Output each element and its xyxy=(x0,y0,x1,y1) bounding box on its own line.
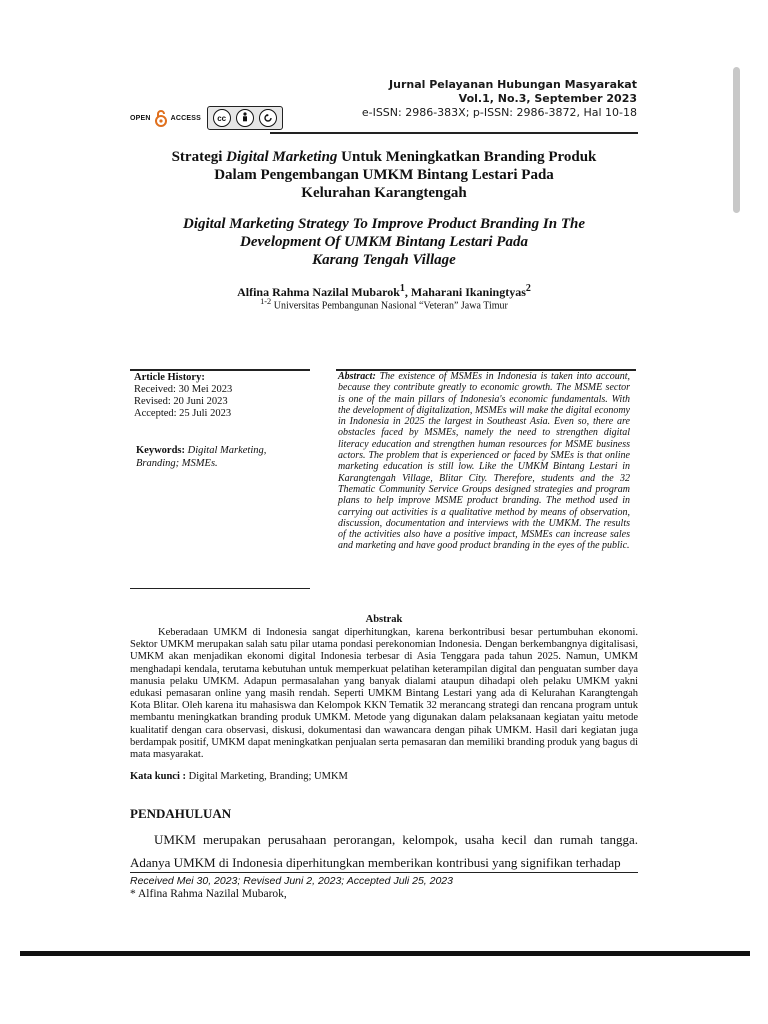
history-revised: Revised: 20 Juni 2023 xyxy=(134,396,228,407)
abstract-text: The existence of MSMEs in Indonesia is taken into account, because they contribute greatly to economic growth. The MSME sector is one of the main pillars of Indonesia's economic fundamentals. With the development of digitalization, MSMEs will make the digital economy in Indonesia in 2025 the largest in Southeast Asia. Even so, there are obstacles faced by MSMEs, namely the need to strengthen digital literacy education and strengthen human resources for MSME business actors. The problem that is experienced or faced by SMEs is that online marketing education is still low. Like the UMKM Bintang Lestari in Karangtengah Village, Blitar City. Therefore, students and the 32 Thematic Community Service Groups designed strategies and program plans to help improve MSME product branding. The method used in carrying out activities is a qualitative method by means of observation, discussion, documentation and interviews with the UMKM. The results of the activities also have a positive impact, MSMEs can increase sales and marketing and have good product branding in the eyes of the public. xyxy=(338,371,630,552)
footnote-received: Received Mei 30, 2023; Revised Juni 2, 2023; Accepted Juli 25, 2023 xyxy=(130,875,453,887)
abstract-label: Abstract: xyxy=(338,371,376,382)
author-1: Alfina Rahma Nazilal Mubarok xyxy=(237,285,400,299)
keywords-label: Keywords: xyxy=(136,445,185,456)
open-access-label-open: OPEN xyxy=(130,114,151,122)
title-indonesian: Strategi Digital Marketing Untuk Meningkatkan Branding Produk Dalam Pengembangan UMKM Bintang Lestari Pada Kelurahan Karangtengah xyxy=(171,149,597,201)
footnote-corresponding: * Alfina Rahma Nazilal Mubarok, xyxy=(130,888,287,900)
affiliation: $^{1-2}$ Universitas Pembangunan Nasional “Veteran” Jawa Timur xyxy=(260,297,508,312)
sa-icon xyxy=(259,109,277,127)
open-access-lock-icon xyxy=(154,109,168,127)
title-english: Digital Marketing Strategy To Improve Product Branding In The Development Of UMKM Bintang Lestari Pada Karang Tengah Village xyxy=(183,216,585,268)
by-icon xyxy=(236,109,254,127)
open-access-label-access: ACCESS xyxy=(170,114,202,122)
keywords-value: Digital Marketing, Branding; MSMEs. xyxy=(136,445,267,469)
journal-volume: Vol.1, No.3, September 2023 xyxy=(458,92,637,105)
author-2: Maharani Ikaningtyas xyxy=(410,285,526,299)
history-rule-top xyxy=(130,369,310,371)
kata-kunci-value: Digital Marketing, Branding; UMKM xyxy=(186,771,348,782)
abstrak-text: Keberadaan UMKM di Indonesia sangat diperhitungkan, karena berkontribusi besar pertumbuhan ekonomi. Sektor UMKM merupakan salah satu pilar utama pondasi perekonomian Indonesia. Dengan berkembangnya digitalisasi, UMKM akan menjadikan ekonomi digital Indonesia terbesar di Asia Tenggara pada tahun 2025. Namun, UMKM menghadapi kendala, terutama kebutuhan untuk memperkuat pelatihan keterampilan digital dan penguatan sumber daya manusia pelaku UMKM. Adapun permasalahan yang banyak dialami ataupun dihadapi oleh pelaku UMKM yakni edukasi pemasaran online yang masih rendah. Seperti UMKM Bintang Lestari yang ada di Kelurahan Karangtengah Kota Blitar. Oleh karena itu mahasiswa dan Kelompok KKN Tematik 32 merancang strategi dan rencana program untuk membantu meningkatkan branding produk UMKM. Metode yang digunakan dalam pelaksanaan kegiatan yaitu metode kualitatif dengan cara observasi, diskusi, dokumentasi dan wawancara dengan pihak UMKM. Hasil dari kegiatan juga berdampak positif, UMKM dapat meningkatkan penjualan serta pemasaran dan memiliki branding produk yang bagus di mata masyarakat. xyxy=(130,627,638,761)
author-list: Alfina Rahma Nazilal Mubarok$^1$, Maharani Ikaningtyas$^2$ xyxy=(237,283,531,299)
history-rule-bottom xyxy=(130,588,310,589)
page-bottom-bar xyxy=(20,951,750,956)
title-italic-phrase: Digital Marketing xyxy=(226,149,338,165)
journal-issn: e-ISSN: 2986-383X; p-ISSN: 2986-3872, Hal 10-18 xyxy=(361,106,637,119)
scrollbar[interactable] xyxy=(733,67,740,213)
creative-commons-badge xyxy=(207,106,283,130)
section-heading: PENDAHULUAN xyxy=(130,806,232,821)
history-label: Article History: xyxy=(134,372,205,383)
abstract-english xyxy=(338,371,630,552)
abstrak-heading: Abstrak xyxy=(365,614,403,625)
keywords-block xyxy=(136,444,286,470)
journal-name: Jurnal Pelayanan Hubungan Masyarakat xyxy=(389,78,637,91)
section-paragraph: UMKM merupakan perusahaan perorangan, kelompok, usaha kecil dan rumah tangga. Adanya UMKM di Indonesia diperhitungkan memberikan kontribusi yang signifikan terhadap xyxy=(130,832,638,870)
history-accepted: Accepted: 25 Juli 2023 xyxy=(134,408,232,419)
kata-kunci xyxy=(130,771,638,782)
header-rule xyxy=(270,132,638,134)
cc-icon: cc xyxy=(213,109,231,127)
kata-kunci-label: Kata kunci : xyxy=(130,771,187,782)
footnote-rule xyxy=(130,872,638,873)
journal-header xyxy=(300,78,637,120)
license-logos xyxy=(130,104,283,132)
history-received: Received: 30 Mei 2023 xyxy=(134,384,233,395)
article-history xyxy=(134,372,324,420)
